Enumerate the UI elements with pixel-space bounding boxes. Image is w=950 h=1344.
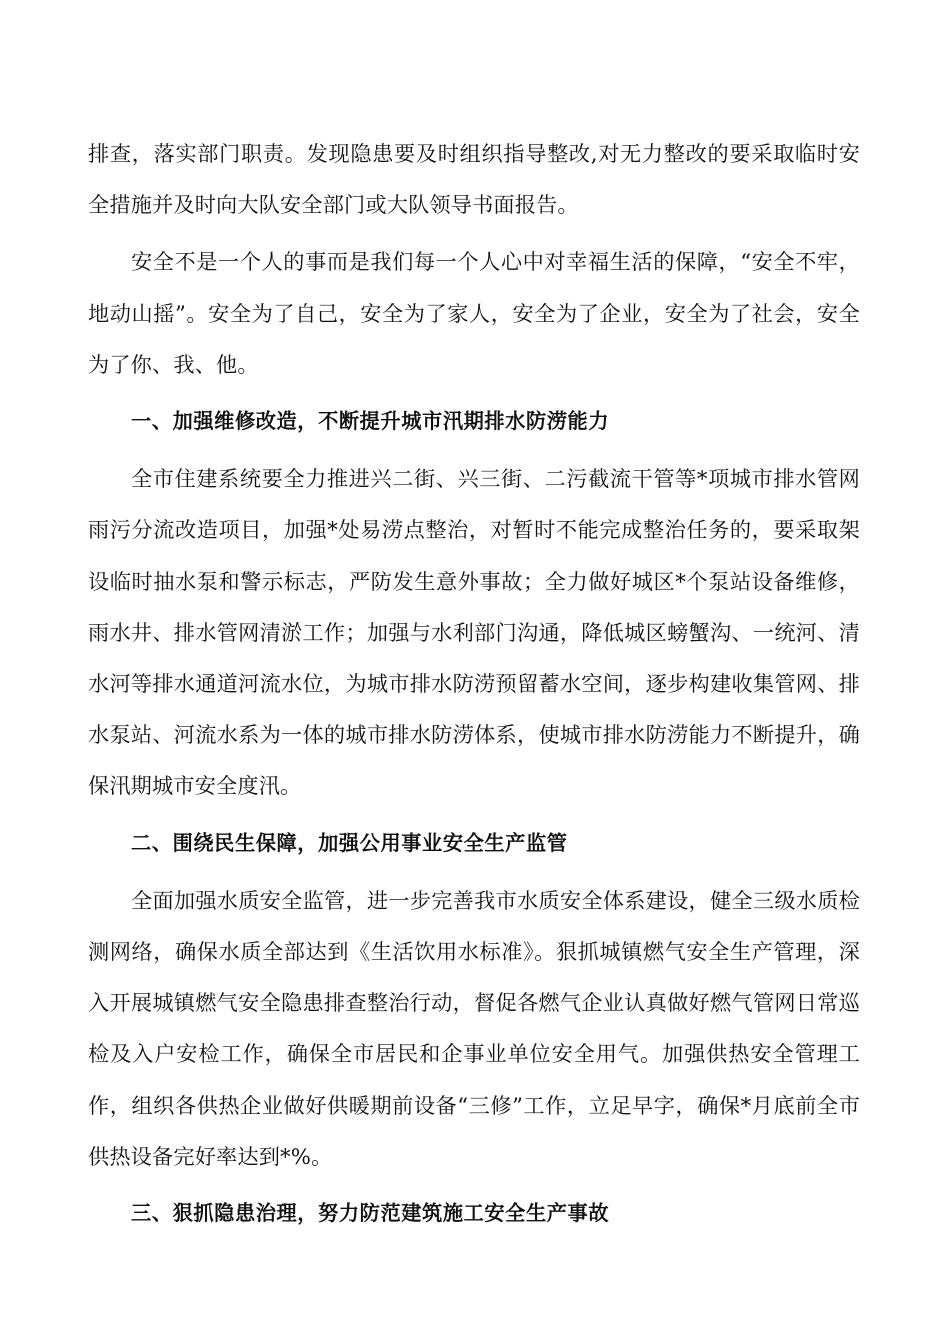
section-heading-1: 一、加强维修改造，不断提升城市汛期排水防涝能力 <box>131 409 610 434</box>
paragraph-safety: 安全不是一个人的事而是我们每一个人心中对幸福生活的保障，“安全不牢，地动山摇”。安全为了自己，安全为了家人，安全为了企业，安全为了社会，安全为了你、我、他。 <box>88 249 860 377</box>
document-body <box>88 128 860 1239</box>
section-paragraph-1: 全市住建系统要全力推进兴二街、兴三街、二污截流干管等*项城市排水管网雨污分流改造项目，加强*处易涝点整治，对暂时不能完成整治任务的，要采取架设临时抽水泵和警示标志，严防发生意外事故；全力做好城区*个泵站设备维修，雨水井、排水管网清淤工作；加强与水利部门沟通，降低城区螃蟹沟、一统河、清水河等排水通道河流水位，为城市排水防涝预留蓄水空间，逐步构建收集管网、排水泵站、河流水系为一体的城市排水防涝体系，使城市排水防涝能力不断提升，确保汛期城市安全度汛。 <box>88 466 860 799</box>
section-heading-3: 三、狠抓隐患治理，努力防范建筑施工安全生产事故 <box>131 1201 610 1226</box>
section-paragraph-2: 全面加强水质安全监管，进一步完善我市水质安全体系建设，健全三级水质检测网络，确保水质全部达到《生活饮用水标准》。狠抓城镇燃气安全生产管理，深入开展城镇燃气安全隐患排查整治行动，督促各燃气企业认真做好燃气管网日常巡检及入户安检工作，确保全市居民和企事业单位安全用气。加强供热安全管理工作，组织各供热企业做好供暖期前设备“三修”工作，立足早字，确保*月底前全市供热设备完好率达到*%。 <box>88 887 860 1169</box>
paragraph-continued: 排查，落实部门职责。发现隐患要及时组织指导整改,对无力整改的要采取临时安全措施并及时向大队安全部门或大队领导书面报告。 <box>88 141 860 218</box>
section-heading-2: 二、围绕民生保障，加强公用事业安全生产监管 <box>131 830 568 855</box>
